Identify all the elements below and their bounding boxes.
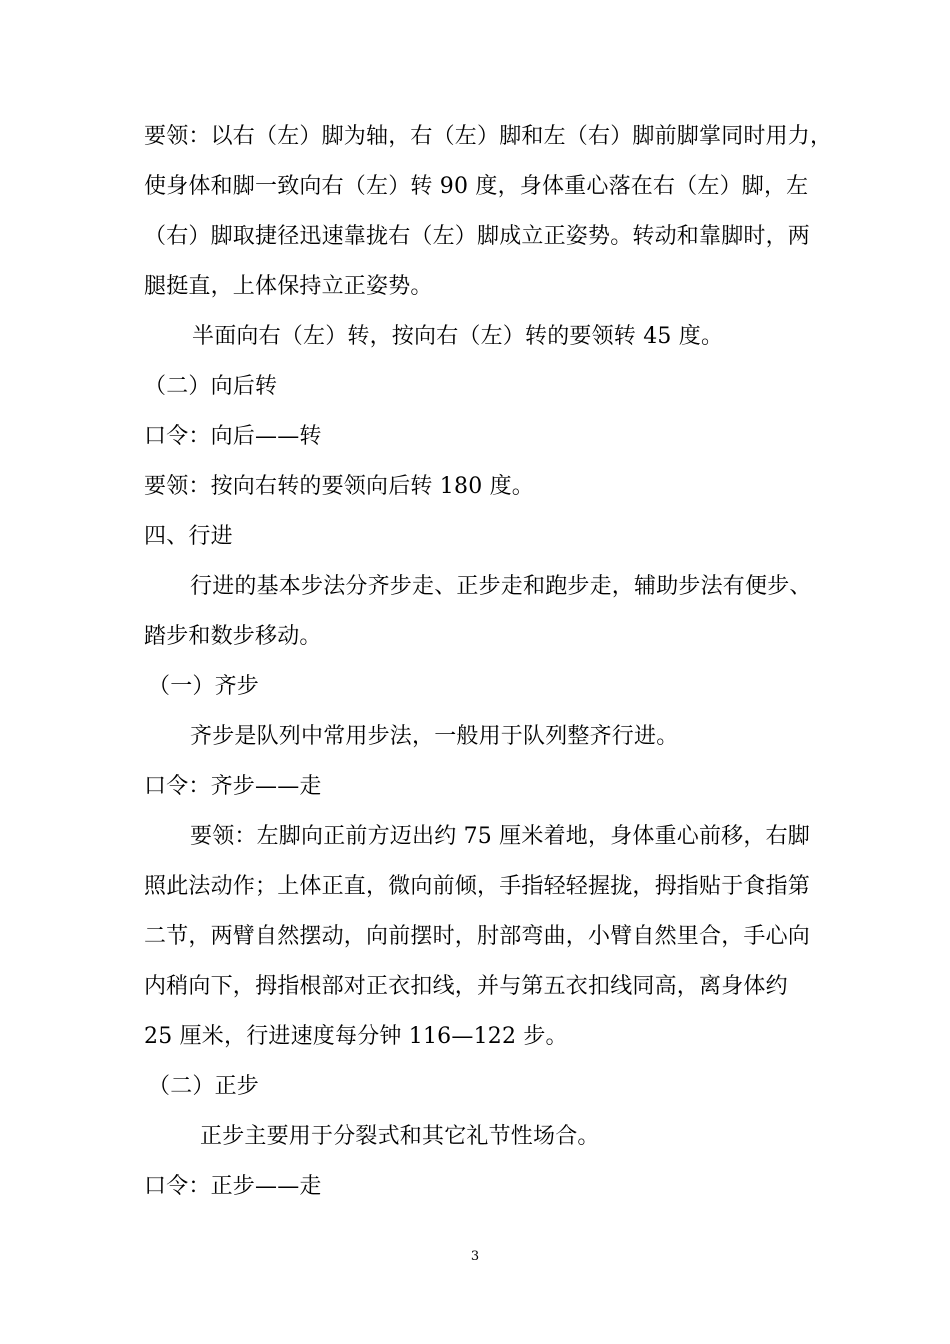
- section-heading: （一）齐步: [148, 674, 260, 699]
- section-heading: （二）正步: [148, 1074, 260, 1099]
- text-line: 正步主要用于分裂式和其它礼节性场合。: [200, 1124, 600, 1149]
- text-line: 25 厘米，行进速度每分钟 116—122 步。: [144, 1024, 568, 1049]
- command-line: 口令：齐步——走: [144, 774, 322, 799]
- text-line: 踏步和数步移动。: [144, 624, 322, 649]
- document-body: [144, 112, 833, 1212]
- text-line: （右）脚取捷径迅速靠拢右（左）脚成立正姿势。转动和靠脚时，两: [144, 224, 811, 249]
- text-line: 要领：以右（左）脚为轴，右（左）脚和左（右）脚前脚掌同时用力，: [144, 124, 833, 149]
- text-line: 使身体和脚一致向右（左）转 90 度，身体重心落在右（左）脚，左: [144, 174, 809, 199]
- page-number: 3: [470, 1249, 480, 1264]
- text-line: 行进的基本步法分齐步走、正步走和跑步走，辅助步法有便步、: [190, 574, 812, 599]
- text-line: 齐步是队列中常用步法，一般用于队列整齐行进。: [190, 724, 679, 749]
- text-line: 要领：左脚向正前方迈出约 75 厘米着地，身体重心前移，右脚: [190, 824, 810, 849]
- text-line: 内稍向下，拇指根部对正衣扣线，并与第五衣扣线同高，离身体约: [144, 974, 788, 999]
- text-line: 照此法动作；上体正直，微向前倾，手指轻轻握拢，拇指贴于食指第: [144, 874, 811, 899]
- section-heading: （二）向后转: [144, 374, 278, 399]
- command-line: 口令：正步——走: [144, 1174, 322, 1199]
- text-line: 要领：按向右转的要领向后转 180 度。: [144, 474, 534, 499]
- text-line: 半面向右（左）转，按向右（左）转的要领转 45 度。: [192, 324, 724, 349]
- command-line: 口令：向后——转: [144, 424, 322, 449]
- text-line: 腿挺直，上体保持立正姿势。: [144, 274, 433, 299]
- text-line: 二节，两臂自然摆动，向前摆时，肘部弯曲，小臂自然里合，手心向: [144, 924, 811, 949]
- section-heading: 四、行进: [144, 524, 233, 549]
